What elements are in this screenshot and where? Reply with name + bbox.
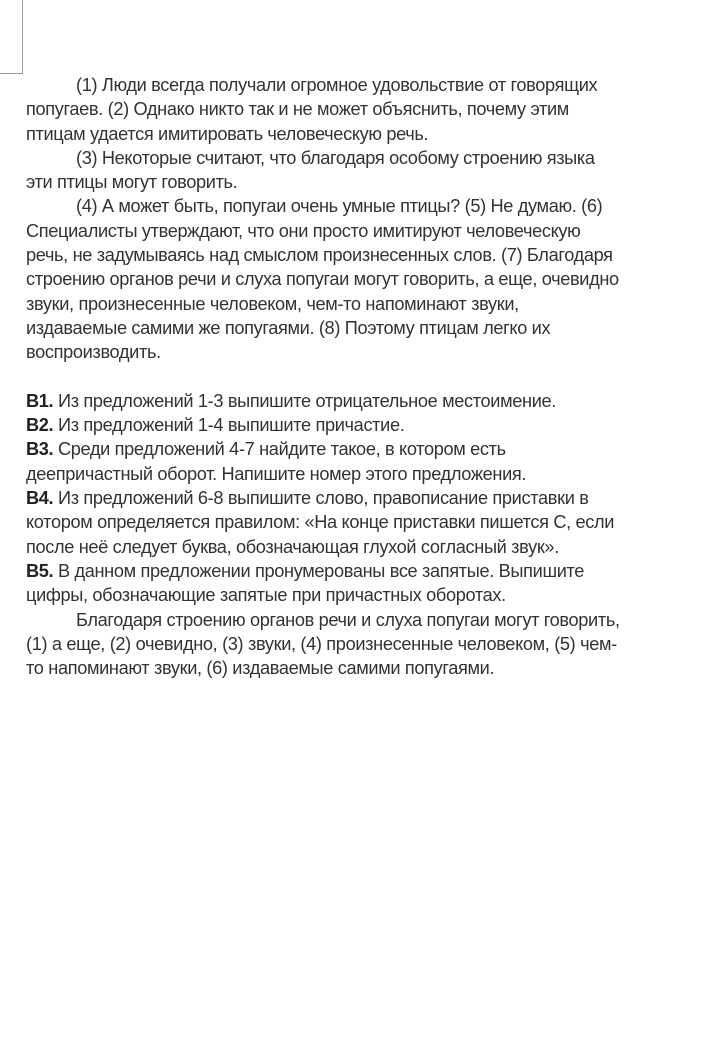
task-label: В2.	[26, 415, 54, 436]
task-text-line: после неё следует буква, обозначающая глухой согласный звук».	[26, 536, 559, 557]
task-text-line: (1) а еще, (2) очевидно, (3) звуки, (4) произнесенные человеком, (5) чем-	[26, 633, 617, 654]
text-line: птицам удается имитировать человеческую речь.	[26, 123, 429, 144]
task-text-line: то напоминают звуки, (6) издаваемые самими попугаями.	[26, 658, 495, 679]
task-b4	[26, 486, 703, 510]
task-label: В1.	[26, 390, 54, 411]
task-b3	[26, 437, 703, 461]
task-label: В3.	[26, 439, 54, 460]
task-text: Среди предложений 4-7 найдите такое, в котором есть	[53, 439, 506, 460]
text-line: воспроизводить.	[26, 342, 161, 363]
task-text: Из предложений 1-4 выпишите причастие.	[53, 415, 405, 436]
task-text-line: цифры, обозначающие запятые при причастных оборотах.	[26, 585, 506, 606]
document-page	[26, 73, 703, 680]
task-text-line: котором определяется правилом: «На конце приставки пишется С, если	[26, 512, 615, 533]
task-b1	[26, 389, 703, 413]
text-line: эти птицы могут говорить.	[26, 172, 238, 193]
task-label: В4.	[26, 488, 54, 509]
task-b2	[26, 413, 703, 437]
task-text: Из предложений 6-8 выпишите слово, правописание приставки в	[53, 488, 589, 509]
text-line: речь, не задумываясь над смыслом произнесенных слов. (7) Благодаря	[26, 245, 613, 266]
text-line: звуки, произнесенные человеком, чем-то напоминают звуки,	[26, 293, 519, 314]
task-text-line: Благодаря строению органов речи и слуха попугаи могут говорить,	[76, 609, 620, 630]
text-line: попугаев. (2) Однако никто так и не может объяснить, почему этим	[26, 99, 569, 120]
task-b5	[26, 559, 703, 583]
text-line: (4) А может быть, попугаи очень умные птицы? (5) Не думаю. (6)	[76, 196, 603, 217]
text-line: (1) Люди всегда получали огромное удовольствие от говорящих	[76, 75, 598, 95]
section-gap	[26, 365, 703, 389]
text-line: Специалисты утверждают, что они просто имитируют человеческую	[26, 220, 581, 241]
page-corner-mark	[0, 0, 23, 74]
text-line: издаваемые самими же попугаями. (8) Поэтому птицам легко их	[26, 317, 551, 338]
task-text: Из предложений 1-3 выпишите отрицательное местоимение.	[53, 390, 556, 411]
text-line: строению органов речи и слуха попугаи могут говорить, а еще, очевидно	[26, 269, 619, 290]
text-line: (3) Некоторые считают, что благодаря особому строению языка	[76, 147, 595, 168]
task-text-line: деепричастный оборот. Напишите номер этого предложения.	[26, 463, 527, 484]
task-label: В5.	[26, 560, 54, 581]
task-text: В данном предложении пронумерованы все запятые. Выпишите	[53, 560, 585, 581]
